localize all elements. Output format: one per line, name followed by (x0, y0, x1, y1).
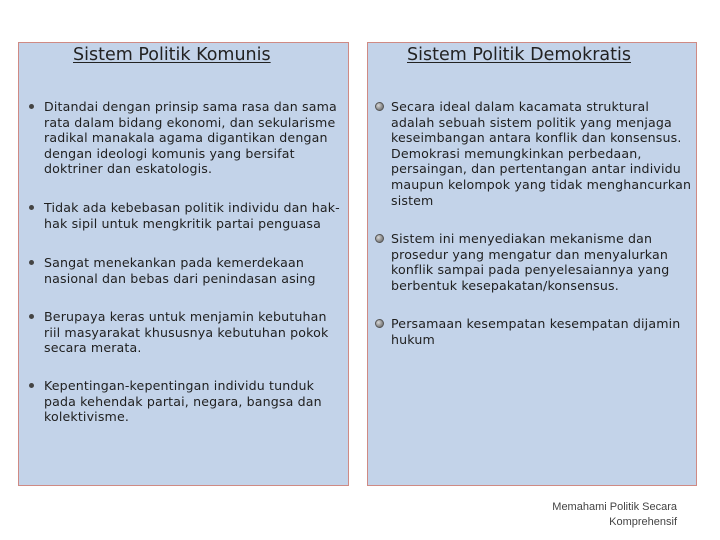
right-item-1: Secara ideal dalam kacamata struktural adalah sebuah sistem politik yang menjaga keseimbangan antara konflik dan konsensus. Demokrasi memungkinkan perbedaan, persaingan, dan pertentangan antar individu maupun kelompok yang tidak menghancurkan sistem (391, 99, 692, 208)
bullet-dot-icon (29, 383, 34, 388)
bullet-dot-icon (29, 104, 34, 109)
slide-footer (552, 500, 677, 530)
left-item-5: Kepentingan-kepentingan individu tunduk pada kehendak partai, negara, bangsa dan kolektivisme. (44, 378, 322, 425)
bullet-dot-icon (29, 314, 34, 319)
bullet-dot-icon (29, 260, 34, 265)
left-item-3: Sangat menekankan pada kemerdekaan nasional dan bebas dari penindasan asing (44, 255, 316, 286)
left-column-title: Sistem Politik Komunis (73, 45, 271, 65)
bullet-circle-icon (375, 234, 384, 243)
left-item-1: Ditandai dengan prinsip sama rasa dan sama rata dalam bidang ekonomi, dan sekularisme radikal manakala agama digantikan dengan dengan ideologi komunis yang bersifat doktriner dan eskatologis. (44, 99, 337, 177)
bullet-circle-icon (375, 319, 384, 328)
bullet-circle-icon (375, 102, 384, 111)
footer-line-2: Komprehensif (609, 516, 677, 528)
bullet-dot-icon (29, 205, 34, 210)
left-item-4: Berupaya keras untuk menjamin kebutuhan riil masyarakat khususnya kebutuhan pokok secara merata. (44, 309, 329, 356)
right-column-title: Sistem Politik Demokratis (407, 45, 631, 65)
right-item-3: Persamaan kesempatan kesempatan dijamin hukum (391, 316, 681, 347)
left-item-2: Tidak ada kebebasan politik individu dan hak-hak sipil untuk mengkritik partai penguasa (44, 200, 340, 231)
right-item-2: Sistem ini menyediakan mekanisme dan prosedur yang mengatur dan menyalurkan konflik sampai pada penyelesaiannya yang berbentuk kesepakatan/konsensus. (391, 231, 670, 293)
footer-line-1: Memahami Politik Secara (552, 501, 677, 513)
